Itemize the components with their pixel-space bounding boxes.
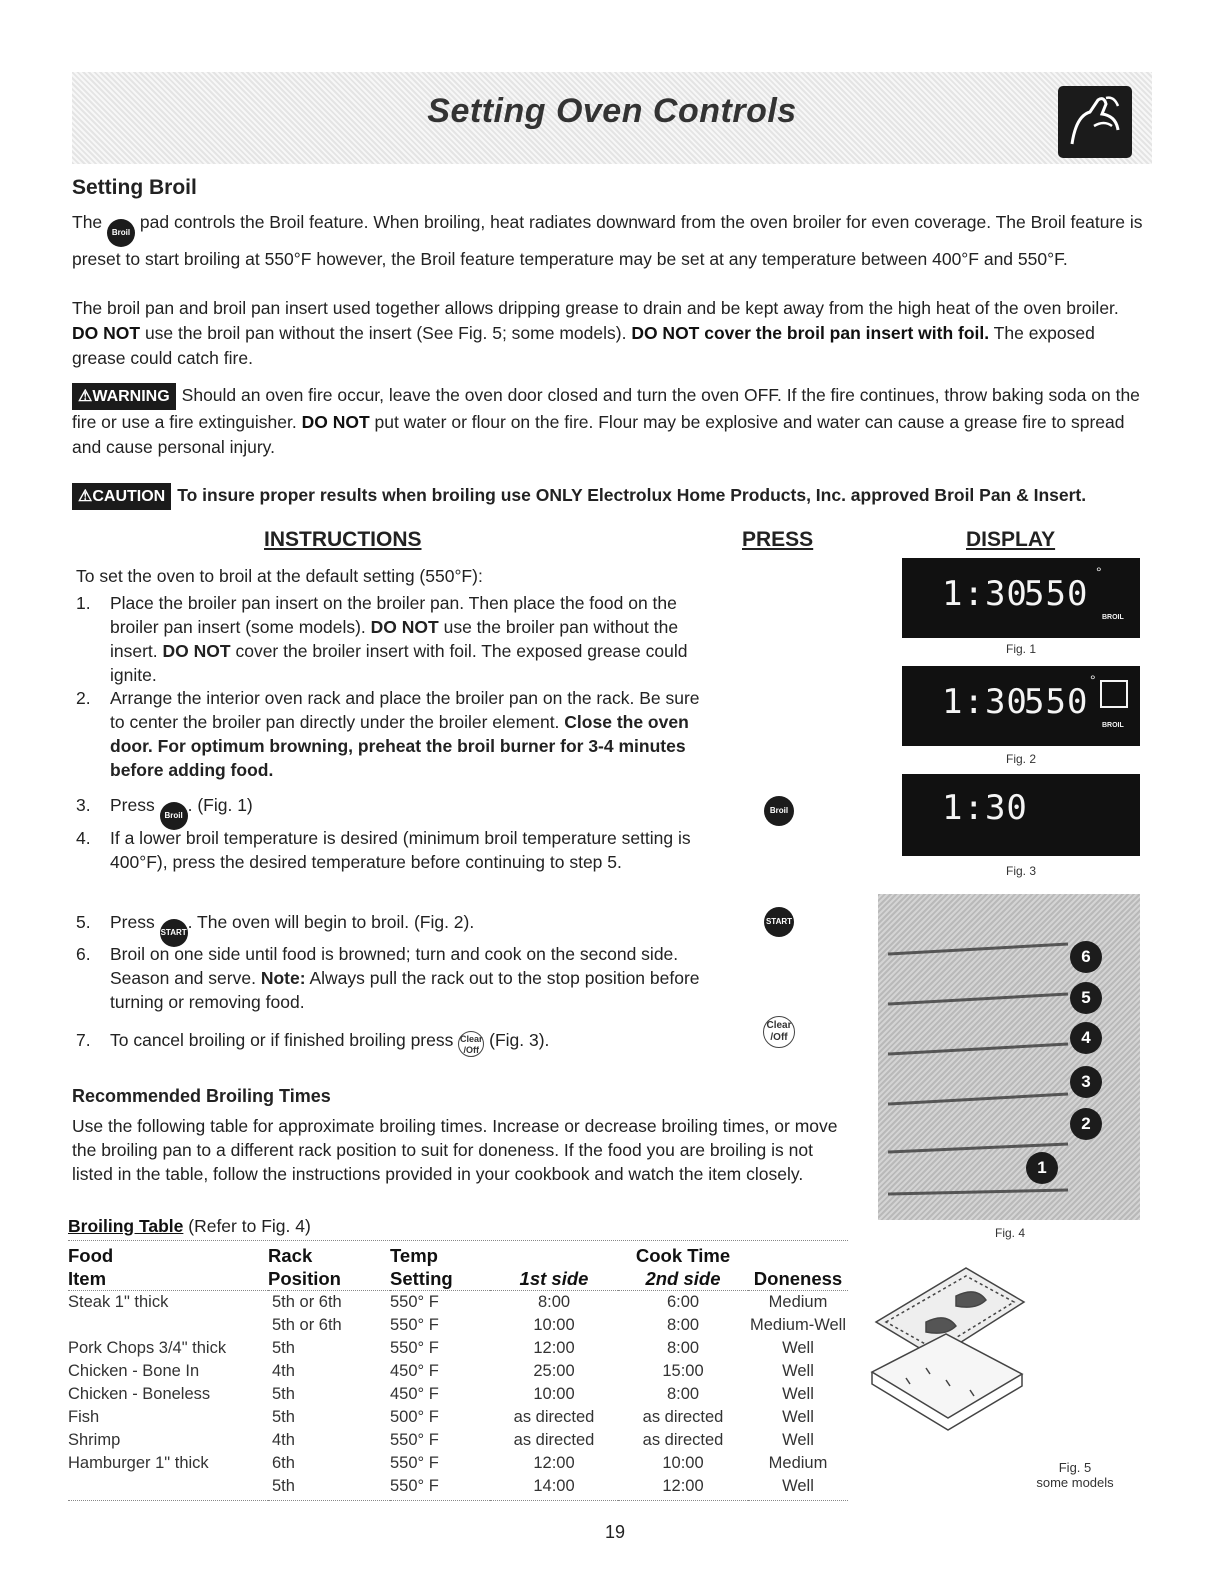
table-cell: Well [782, 1339, 814, 1357]
table-cell: 10:00 [662, 1454, 704, 1472]
display-mode: BROIL [1102, 722, 1124, 729]
rack-position-badge: 1 [1026, 1152, 1058, 1184]
display-fig2: 1:30 550 ° BROIL [902, 666, 1140, 746]
press-clear-off-key: Clear /Off [763, 1016, 795, 1048]
table-cell: 6th [272, 1454, 295, 1472]
table-cell: 5th [272, 1408, 295, 1426]
step-5: 5. Press START. The oven will begin to broil. (Fig. 2). [76, 910, 706, 940]
table-cell: 8:00 [666, 1385, 700, 1403]
display-temp: 550 [1024, 682, 1089, 722]
table-cell: as directed [642, 1408, 724, 1426]
clear-off-pad-icon: Clear /Off [458, 1031, 484, 1057]
display-fig3 [902, 774, 1140, 856]
table-row [68, 1360, 848, 1383]
table-cell: Pork Chops 3/4" thick [68, 1339, 227, 1357]
broiling-table-title: Broiling Table (Refer to Fig. 4) [68, 1216, 311, 1236]
table-cell: Medium [768, 1293, 828, 1311]
table-row [68, 1314, 848, 1337]
broil-pan-illustration [866, 1262, 1026, 1462]
table-cell: as directed [513, 1408, 595, 1426]
table-cell: Well [782, 1408, 814, 1426]
table-cell: 5th or 6th [272, 1316, 342, 1334]
press-broil-key: Broil [764, 796, 794, 826]
table-row [68, 1337, 848, 1360]
broil-pan-paragraph: The broil pan and broil pan insert used together allows dripping grease to drain and be kept away from the high heat of the oven broiler. DO NOT use the broil pan without the insert (See Fig. 5; some models). DO NOT cover the broil pan insert with foil. The exposed grease could catch fire. [72, 298, 1119, 368]
display-time: 1:30 [942, 788, 1028, 828]
cooking-icon [1058, 86, 1132, 158]
step-6: 6. Broil on one side until food is browned; turn and cook on the second side. Season and serve. Note: Always pull the rack out to the stop position before turning or removing food. [76, 944, 700, 1012]
table-cell: 12:00 [533, 1339, 575, 1357]
press-start-key: START [764, 907, 794, 937]
table-row [68, 1291, 848, 1315]
table-cell: 550° F [390, 1454, 439, 1472]
table-cell [68, 1475, 268, 1498]
table-cell: Fish [68, 1408, 100, 1426]
display-fig1: 1:30 550 ° BROIL [902, 558, 1140, 638]
warning-paragraph: ⚠WARNING Should an oven fire occur, leave the oven door closed and turn the oven OFF. If the fire continues, throw baking soda on the fire or use a fire extinguisher. DO NOT put water or flour on the fire. Flour may be explosive and water can cause a grease fire to spread and cause personal injury. [72, 385, 1140, 457]
table-cell: 550° F [390, 1316, 439, 1334]
table-cell: Medium-Well [750, 1316, 846, 1334]
press-heading: PRESS [742, 528, 814, 551]
rack-position-badge: 5 [1070, 982, 1102, 1014]
table-row [68, 1475, 848, 1498]
table-cell: 4th [272, 1362, 295, 1380]
table-cell: 8:00 [537, 1293, 571, 1311]
table-cell: 500° F [390, 1408, 439, 1426]
broiling-table [68, 1244, 848, 1501]
table-top-rule [68, 1240, 848, 1241]
table-cell: Well [782, 1431, 814, 1449]
table-cell: 5th [272, 1339, 295, 1357]
fig4-label: Fig. 4 [994, 1226, 1025, 1240]
display-temp: 550 [1024, 574, 1089, 614]
broil-pad-icon: Broil [107, 219, 135, 247]
table-cell: 14:00 [533, 1477, 575, 1495]
recommended-text: Use the following table for approximate broiling times. Increase or decrease broiling times, or move the broiling pan to a different rack position to suit for doneness. If the food you are broiling is not listed in the table, follow the instructions provided in your cookbook and watch the item closely. [72, 1116, 838, 1184]
rack-position-badge: 2 [1070, 1108, 1102, 1140]
table-cell: 10:00 [533, 1316, 575, 1334]
table-cell: Well [782, 1362, 814, 1380]
table-cell: Well [782, 1477, 814, 1495]
table-cell: Shrimp [68, 1431, 121, 1449]
fig3-label: Fig. 3 [1005, 864, 1036, 878]
table-cell: 550° F [390, 1431, 439, 1449]
table-cell: 550° F [390, 1293, 439, 1311]
table-cell [68, 1314, 268, 1337]
step-7: 7. To cancel broiling or if finished broiling press Clear /Off (Fig. 3). [76, 1030, 550, 1055]
table-cell: Hamburger 1" thick [68, 1454, 209, 1472]
steps-intro: To set the oven to broil at the default setting (550°F): [76, 566, 483, 586]
table-cell: 12:00 [662, 1477, 704, 1495]
rack-position-badge: 6 [1070, 941, 1102, 973]
table-row [68, 1429, 848, 1452]
caution-paragraph: ⚠CAUTION To insure proper results when broiling use ONLY Electrolux Home Products, Inc. approved Broil Pan & Insert. [72, 483, 1147, 510]
table-cell: 5th or 6th [272, 1293, 342, 1311]
broil-indicator-icon [1100, 680, 1128, 708]
table-cell: 15:00 [662, 1362, 704, 1380]
table-cell: 12:00 [533, 1454, 575, 1472]
step-3: 3. Press Broil. (Fig. 1) [76, 793, 706, 823]
page-number: 19 [604, 1522, 626, 1542]
table-row [68, 1452, 848, 1475]
table-header-row-1: Food Rack Temp Cook Time [68, 1244, 731, 1266]
step-4: 4. If a lower broil temperature is desired (minimum broil temperature setting is 400°F), press the desired temperature before continuing to step 5. [76, 828, 691, 872]
warning-badge: ⚠WARNING [72, 383, 176, 410]
table-cell: 5th [272, 1477, 295, 1495]
table-cell: Chicken - Bone In [68, 1362, 200, 1380]
table-cell: 5th [272, 1385, 295, 1403]
table-cell: Well [782, 1385, 814, 1403]
table-cell: 8:00 [666, 1316, 700, 1334]
table-cell: 450° F [390, 1385, 439, 1403]
rack-position-badge: 3 [1070, 1066, 1102, 1098]
table-cell: 450° F [390, 1362, 439, 1380]
table-cell: 10:00 [533, 1385, 575, 1403]
table-cell: 6:00 [666, 1293, 700, 1311]
table-cell: as directed [642, 1431, 724, 1449]
instructions-heading: INSTRUCTIONS [264, 528, 422, 551]
fig1-label: Fig. 1 [1005, 642, 1036, 656]
table-cell: Chicken - Boneless [68, 1385, 211, 1403]
p1-text-a: The [72, 212, 103, 232]
display-mode: BROIL [1102, 614, 1124, 621]
intro-paragraph [72, 210, 1147, 272]
table-cell: 25:00 [533, 1362, 575, 1380]
display-time: 1:30 [942, 574, 1028, 614]
table-cell: Medium [768, 1454, 828, 1472]
display-heading: DISPLAY [966, 528, 1056, 551]
caution-badge: ⚠CAUTION [72, 483, 171, 510]
fig5-label: Fig. 5 some models [1036, 1460, 1114, 1490]
table-row [68, 1383, 848, 1406]
start-pad-icon: START [160, 919, 188, 947]
step-2: 2. Arrange the interior oven rack and place the broiler pan on the rack. Be sure to center the broiler pan directly under the broiler element. Close the oven door. For optimum browning, preheat the broil burner for 3-4 minutes before adding food. [76, 688, 700, 780]
table-cell: Steak 1" thick [68, 1293, 169, 1311]
table-cell: 550° F [390, 1477, 439, 1495]
step-1: 1. Place the broiler pan insert on the broiler pan. Then place the food on the broiler pan insert (some models). DO NOT use the broiler pan without the insert. DO NOT cover the broiler insert with foil. The exposed grease could ignite. [76, 593, 688, 685]
rack-position-badge: 4 [1070, 1022, 1102, 1054]
oven-rack-illustration [878, 894, 1140, 1220]
display-time: 1:30 [942, 682, 1028, 722]
p1-text-b: pad controls the Broil feature. When broiling, heat radiates downward from the oven broiler for even coverage. The Broil feature is preset to start broiling at 550°F however, the Broil feature temperature may be set at any temperature between 400°F and 550°F. [72, 212, 1143, 269]
table-cell: as directed [513, 1431, 595, 1449]
header-banner [72, 72, 1152, 164]
table-header-row-2: Item Position Setting 1st side 2nd side Doneness [68, 1267, 848, 1291]
fig2-label: Fig. 2 [1005, 752, 1036, 766]
table-cell: 8:00 [666, 1339, 700, 1357]
broil-pad-icon: Broil [160, 802, 188, 830]
table-cell: 550° F [390, 1339, 439, 1357]
table-cell: 4th [272, 1431, 295, 1449]
recommended-title: Recommended Broiling Times [72, 1086, 331, 1106]
section-title: Setting Broil [72, 176, 197, 199]
page-title: Setting Oven Controls [427, 92, 797, 130]
table-row [68, 1406, 848, 1429]
